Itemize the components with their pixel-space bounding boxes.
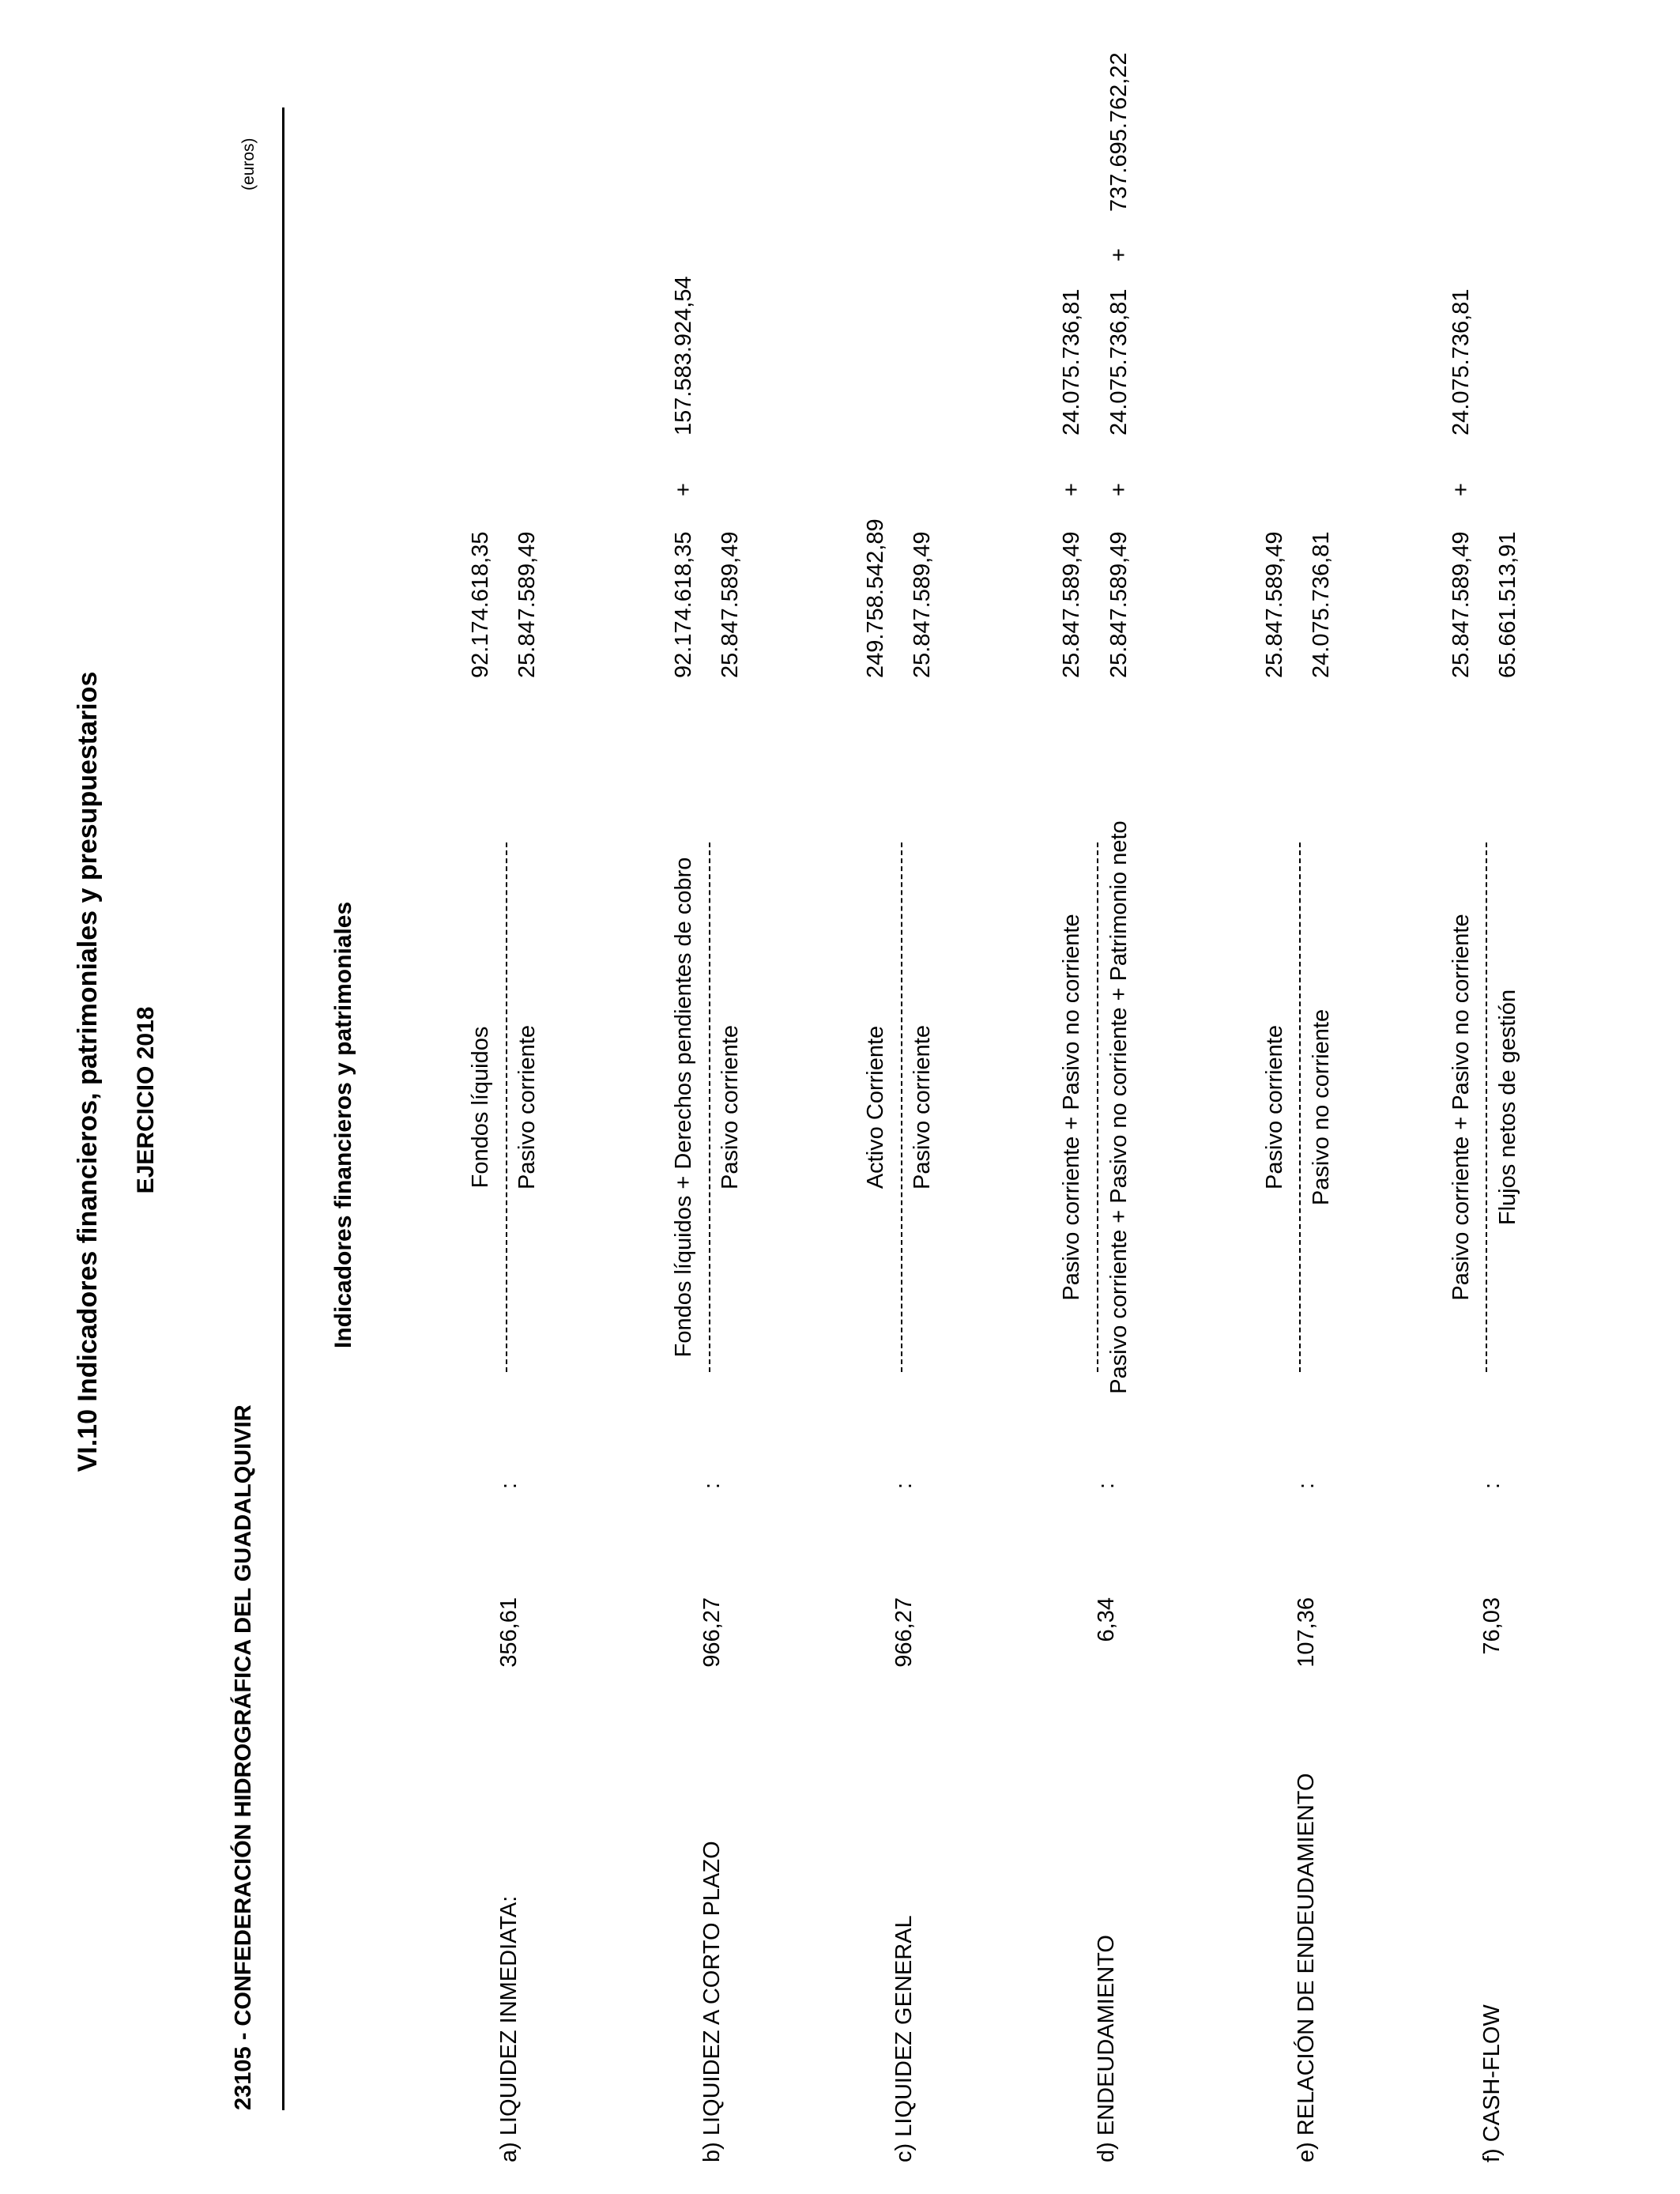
header-rule xyxy=(282,107,284,2110)
indicator-colon: : xyxy=(699,1482,725,1489)
plus-sign: + xyxy=(1106,248,1132,262)
indicator-colon: : xyxy=(1094,1482,1119,1489)
numerator-label: Pasivo corriente xyxy=(1262,1025,1287,1189)
plus-sign: + xyxy=(1059,483,1084,496)
indicator-label: e) RELACIÓN DE ENDEUDAMIENTO xyxy=(1294,1773,1319,2162)
numerator-value: 24.075.736,81 xyxy=(1448,288,1474,435)
indicator-value: 966,27 xyxy=(891,1597,917,1668)
indicator-label: f) CASH-FLOW xyxy=(1479,2004,1505,2162)
denominator-label: Pasivo corriente xyxy=(514,1025,540,1189)
section-title: Indicadores financieros y patrimoniales xyxy=(330,901,356,1348)
denominator-value: 25.847.589,49 xyxy=(514,531,540,678)
denominator-value: 25.847.589,49 xyxy=(718,531,743,678)
numerator-label: Fondos líquidos xyxy=(468,1026,493,1189)
indicator-label: b) LIQUIDEZ A CORTO PLAZO xyxy=(699,1841,725,2162)
numerator-value: 25.847.589,49 xyxy=(1448,531,1474,678)
fraction-line xyxy=(506,843,507,1372)
indicator-value: 356,61 xyxy=(496,1597,522,1668)
indicator-label: d) ENDEUDAMIENTO xyxy=(1094,1935,1119,2162)
indicator-colon: : xyxy=(1294,1482,1319,1489)
numerator-value: 157.583.924,54 xyxy=(671,276,696,435)
fiscal-year: EJERCICIO 2018 xyxy=(133,1006,159,1194)
currency-unit: (euros) xyxy=(239,138,258,190)
numerator-label: Fondos líquidos + Derechos pendientes de cobro xyxy=(671,857,696,1358)
denominator-value: 25.847.589,49 xyxy=(910,531,935,678)
fraction-line xyxy=(901,843,902,1372)
denominator-label: Pasivo corriente xyxy=(910,1025,935,1189)
indicator-colon: : xyxy=(891,1482,917,1489)
denominator-value: 24.075.736,81 xyxy=(1309,531,1334,678)
indicator-label: c) LIQUIDEZ GENERAL xyxy=(891,1915,917,2162)
numerator-value: 92.174.618,35 xyxy=(468,531,493,678)
denominator-value: 24.075.736,81 xyxy=(1106,288,1132,435)
denominator-value: 65.661.513,91 xyxy=(1495,531,1520,678)
denominator-label: Pasivo corriente + Pasivo no corriente + Patrimonio neto xyxy=(1106,820,1132,1394)
fraction-line xyxy=(1299,843,1301,1372)
denominator-label: Flujos netos de gestión xyxy=(1495,989,1520,1226)
entity-name: 23105 - CONFEDERACIÓN HIDROGRÁFICA DEL GUADALQUIVIR xyxy=(231,1404,256,2110)
numerator-label: Activo Corriente xyxy=(863,1025,888,1189)
plus-sign: + xyxy=(671,483,696,496)
plus-sign: + xyxy=(1448,483,1474,496)
indicator-colon: : xyxy=(1479,1482,1505,1489)
numerator-value: 249.758.542,89 xyxy=(863,518,888,678)
indicator-value: 107,36 xyxy=(1294,1597,1319,1668)
numerator-label: Pasivo corriente + Pasivo no corriente xyxy=(1059,914,1084,1301)
indicator-label: a) LIQUIDEZ INMEDIATA: xyxy=(496,1895,522,2162)
denominator-label: Pasivo no corriente xyxy=(1309,1008,1334,1206)
document-title: VI.10 Indicadores financieros, patrimoniales y presupuestarios xyxy=(73,671,103,1472)
denominator-value: 737.695.762,22 xyxy=(1106,52,1132,212)
numerator-value: 25.847.589,49 xyxy=(1262,531,1287,678)
numerator-value: 25.847.589,49 xyxy=(1059,531,1084,678)
denominator-value: 25.847.589,49 xyxy=(1106,531,1132,678)
fraction-line xyxy=(709,843,710,1372)
indicator-value: 966,27 xyxy=(699,1597,725,1668)
numerator-value: 92.174.618,35 xyxy=(671,531,696,678)
indicator-value: 76,03 xyxy=(1479,1597,1505,1655)
fraction-line xyxy=(1097,843,1098,1372)
indicator-colon: : xyxy=(496,1482,522,1489)
denominator-label: Pasivo corriente xyxy=(718,1025,743,1189)
plus-sign: + xyxy=(1106,483,1132,496)
indicator-value: 6,34 xyxy=(1094,1597,1119,1642)
fraction-line xyxy=(1486,843,1487,1372)
numerator-label: Pasivo corriente + Pasivo no corriente xyxy=(1448,914,1474,1301)
numerator-value: 24.075.736,81 xyxy=(1059,288,1084,435)
